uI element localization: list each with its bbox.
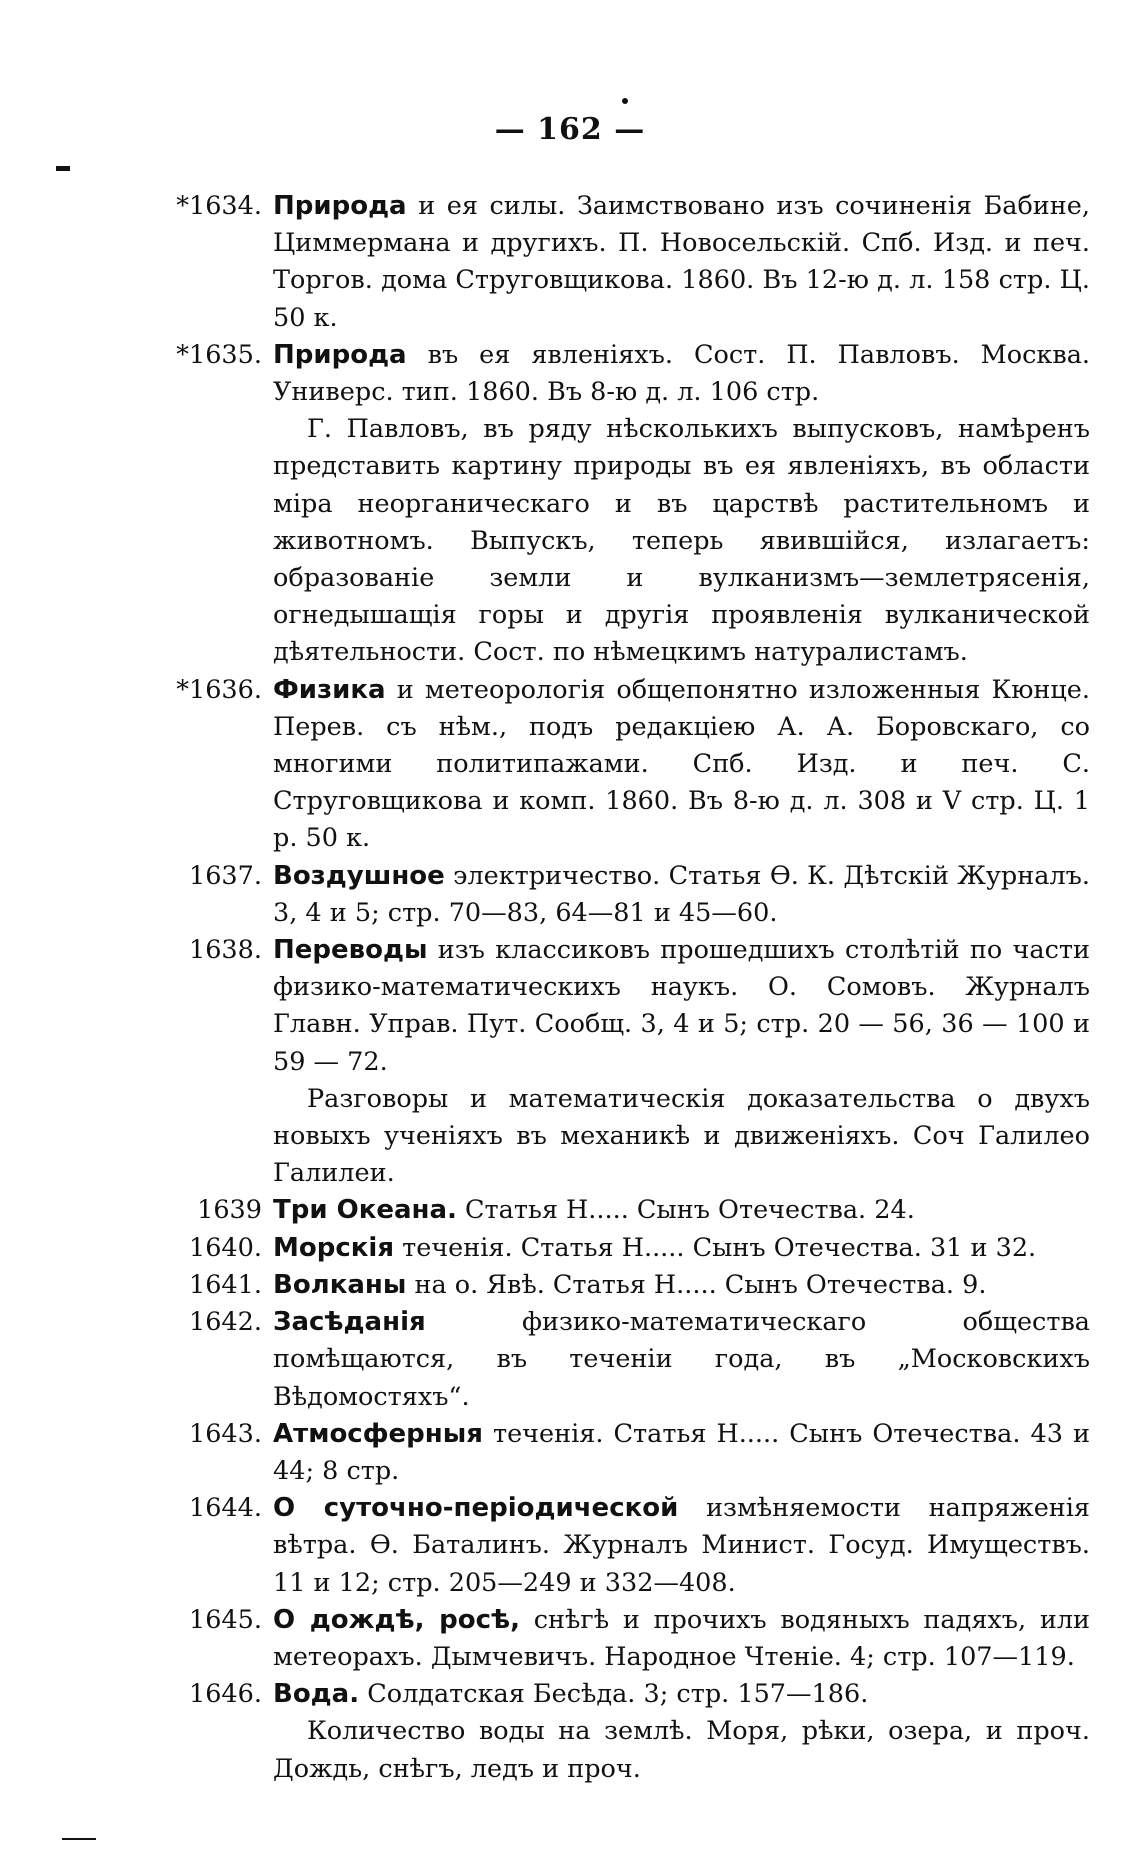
- page-number: — 162 —: [494, 112, 646, 147]
- entry-number: 1637.: [188, 860, 262, 891]
- entry-1638: [160, 932, 1090, 1081]
- entry-text: теченія. Статья Н..... Сынъ Отечества. 43 и 44; 8 стр.: [273, 1418, 1090, 1486]
- entry-1644: [160, 1490, 1090, 1602]
- entry-heading: О суточно-періодической: [273, 1493, 679, 1524]
- entry-text: и ея силы. Заимствовано изъ сочиненія Бабине, Циммермана и другихъ. П. Новосельскій. Спб. Изд. и печ. Торгов. дома Струговщикова. 1860. Въ 12-ю д. л. 158 стр. Ц. 50 к.: [273, 191, 1090, 333]
- entry-1636: [160, 672, 1090, 858]
- entry-1639: [160, 1192, 1090, 1229]
- entry-1634: [160, 188, 1090, 337]
- entry-text: электричество. Статья Ѳ. К. Дѣтскій Журналъ. 3, 4 и 5; стр. 70—83, 64—81 и 45—60.: [273, 860, 1090, 928]
- entry-heading: Атмосферныя: [273, 1418, 483, 1449]
- entry-number: 1644.: [188, 1493, 262, 1524]
- entry-heading: Природа: [273, 339, 407, 370]
- entry-1642: [160, 1304, 1090, 1416]
- entry-text: Статья Н..... Сынъ Отечества. 24.: [465, 1195, 915, 1226]
- entry-1635: [160, 337, 1090, 411]
- entry-annotation: Г. Павловъ, въ ряду нѣсколькихъ выпусковъ, намѣренъ представить картину природы въ ея явленіяхъ, въ области міра неорганическаго и въ царствѣ растительномъ и животномъ. Выпускъ, теперь явившійся, излагаетъ: образованіе земли и вулканизмъ—землетрясенія, огнедышащія горы и другія проявленія вулканической дѣятельности. Сост. по нѣмецкимъ натуралистамъ.: [273, 414, 1090, 668]
- entry-heading: Физика: [273, 674, 386, 705]
- entry-heading: Переводы: [273, 935, 428, 966]
- entry-number: 1641.: [188, 1269, 262, 1300]
- entry-text: въ ея явленіяхъ. Сост. П. Павловъ. Москва. Универс. тип. 1860. Въ 8-ю д. л. 106 стр.: [273, 339, 1090, 408]
- entry-text: теченія. Статья Н..... Сынъ Отечества. 31 и 32.: [402, 1232, 1037, 1263]
- entry-heading: Морскія: [273, 1232, 395, 1263]
- entry-text: изъ классиковъ прошедшихъ столѣтій по части физико-математическихъ наукъ. О. Сомовъ. Журналъ Главн. Управ. Пут. Сообщ. 3, 4 и 5; стр. 20 — 56, 36 — 100 и 59 — 72.: [273, 935, 1090, 1077]
- entry-heading: Природа: [273, 191, 407, 221]
- ink-dot: [622, 98, 628, 104]
- entry-heading: Вода.: [273, 1679, 360, 1710]
- margin-mark: [56, 166, 70, 171]
- entry-heading: Три Океана.: [273, 1195, 457, 1226]
- entry-number: 1638.: [188, 935, 262, 966]
- entry-text: Солдатская Бесѣда. 3; стр. 157—186.: [367, 1679, 869, 1710]
- entry-number: 1643.: [188, 1418, 262, 1449]
- entry-text: измѣняемости напряженія вѣтра. Ѳ. Баталинъ. Журналъ Минист. Госуд. Имуществъ. 11 и 12; стр. 205—249 и 332—408.: [273, 1493, 1091, 1598]
- entry-heading: О дождѣ, росѣ,: [273, 1604, 521, 1635]
- entry-1646: [160, 1676, 1090, 1713]
- entry-heading: Воздушное: [273, 860, 445, 891]
- entry-text: и метеорологія общепонятно изложенныя Кюнце. Перев. съ нѣм., подъ редакціею А. А. Боровскаго, со многими политипажами. Спб. Изд. и печ. С. Струговщикова и комп. 1860. Въ 8-ю д. л. 308 и V стр. Ц. 1 р. 50 к.: [273, 674, 1090, 854]
- entry-text: на о. Явѣ. Статья Н..... Сынъ Отечества. 9.: [414, 1269, 987, 1300]
- entry-number: *1636.: [176, 674, 262, 705]
- margin-mark-bottom: [62, 1838, 96, 1840]
- entry-number: *1634.: [176, 191, 262, 221]
- entry-number: 1642.: [188, 1307, 262, 1338]
- entry-1640: [160, 1230, 1090, 1267]
- bibliography-list: [160, 188, 1090, 1788]
- entry-number: 1640.: [188, 1232, 262, 1263]
- entry-1643: [160, 1416, 1090, 1490]
- entry-text: снѣгѣ и прочихъ водяныхъ падяхъ, или метеорахъ. Дымчевичъ. Народное Чтеніе. 4; стр. 107—119.: [273, 1604, 1091, 1672]
- entry-heading: Волканы: [273, 1269, 407, 1300]
- entry-1645: [160, 1602, 1090, 1676]
- entry-number: 1646.: [188, 1679, 262, 1710]
- entry-1641: [160, 1267, 1090, 1304]
- entry-annotation: Количество воды на землѣ. Моря, рѣки, озера, и проч. Дождь, снѣгъ, ледъ и проч.: [273, 1716, 1090, 1784]
- entry-annotation: Разговоры и математическія доказательства о двухъ новыхъ ученіяхъ въ механикѣ и движеніяхъ. Соч Галилео Галилеи.: [273, 1083, 1090, 1189]
- entry-number: 1639: [197, 1195, 262, 1226]
- entry-text: физико-математическаго общества помѣщаются, въ теченіи года, въ „Московскихъ Вѣдомостяхъ“.: [273, 1307, 1091, 1412]
- entry-1637: [160, 858, 1090, 932]
- entry-number: 1645.: [188, 1604, 262, 1635]
- entry-heading: Засѣданія: [273, 1307, 426, 1338]
- entry-number: *1635.: [176, 339, 262, 370]
